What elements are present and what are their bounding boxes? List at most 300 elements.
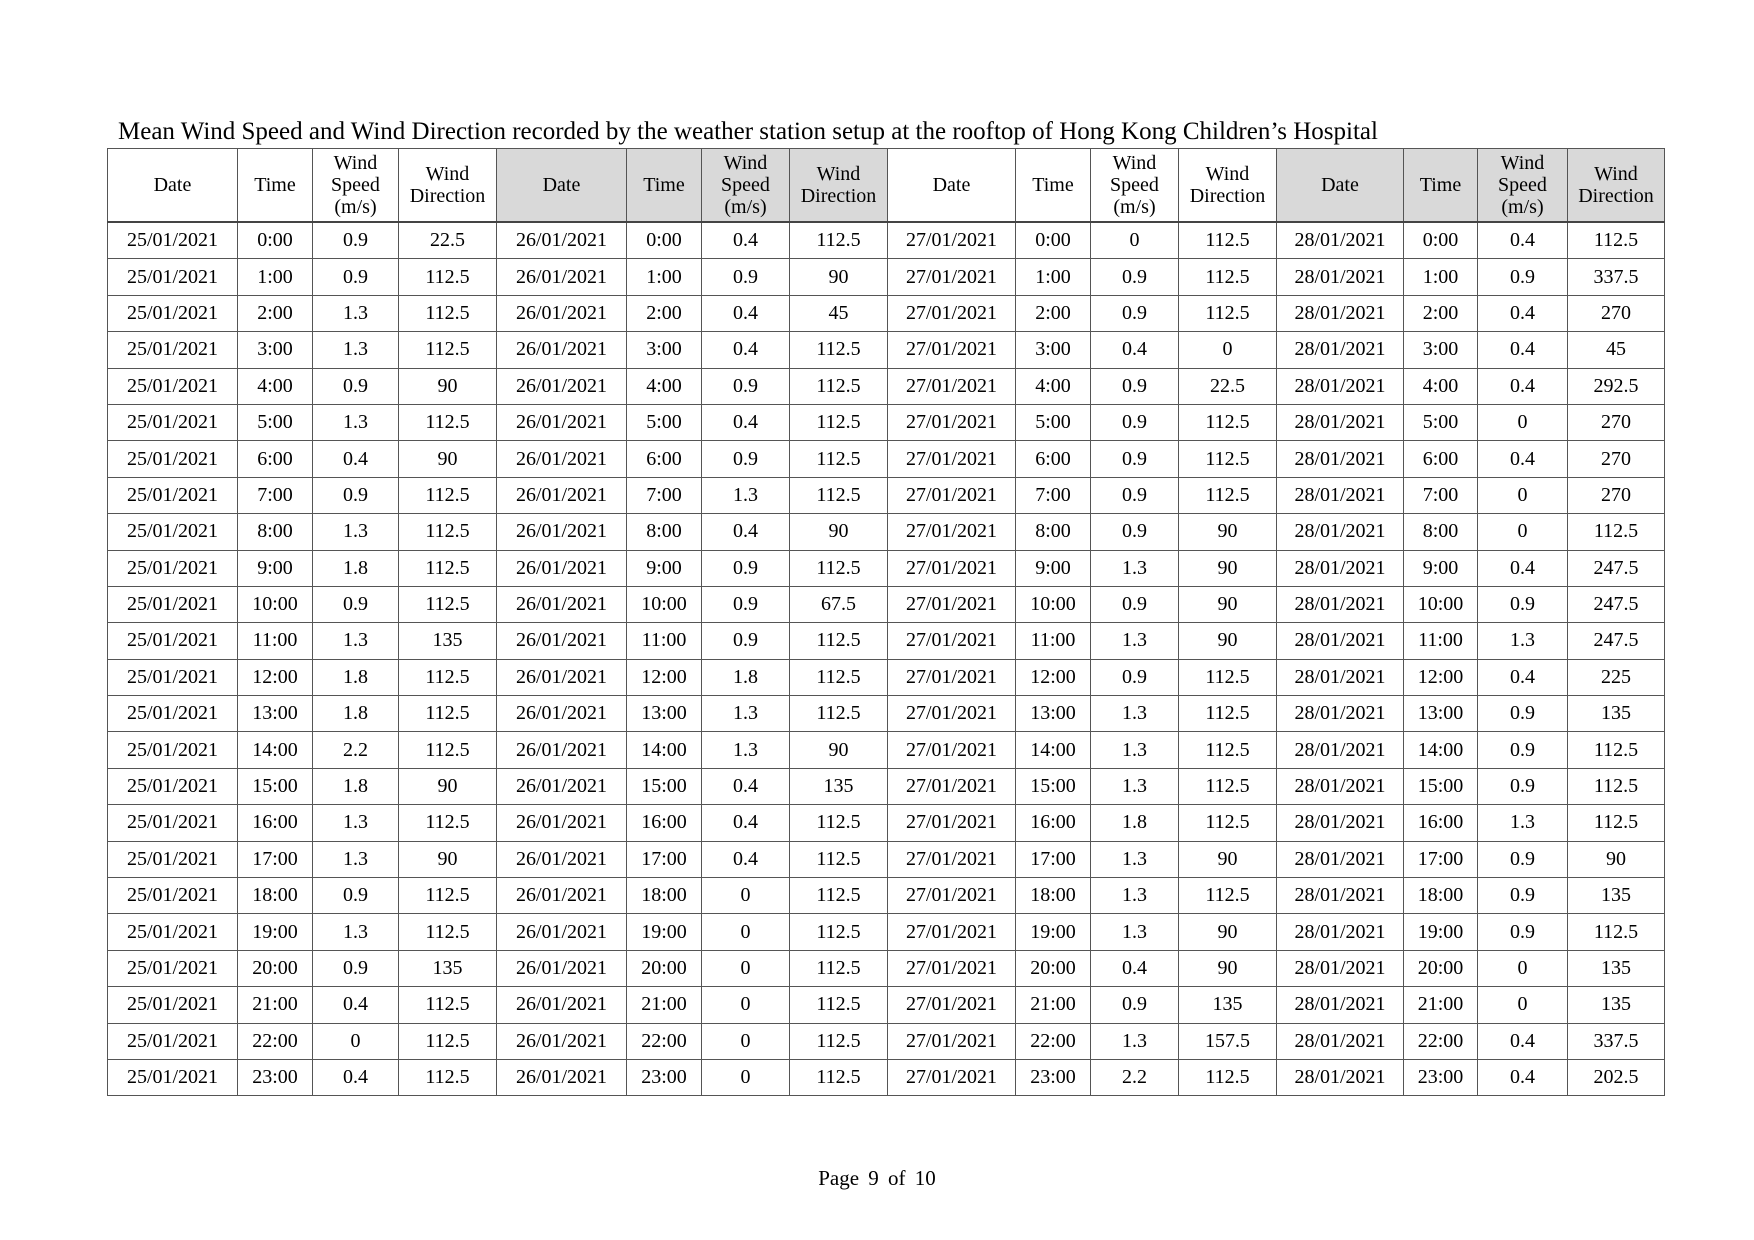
header-cell: Time — [1016, 149, 1091, 223]
table-row — [108, 1023, 1665, 1059]
table-cell: 112.5 — [790, 368, 888, 404]
table-cell: 3:00 — [1016, 332, 1091, 368]
table-row — [108, 295, 1665, 331]
table-cell: 25/01/2021 — [108, 514, 238, 550]
page-number: Page 9 of 10 — [818, 1166, 936, 1190]
table-row — [108, 404, 1665, 440]
table-cell: 225 — [1568, 659, 1665, 695]
table-cell: 11:00 — [238, 623, 313, 659]
table-cell: 0 — [1478, 477, 1568, 513]
table-cell: 0.4 — [313, 441, 399, 477]
table-cell: 0:00 — [238, 222, 313, 259]
table-row — [108, 914, 1665, 950]
table-cell: 1.8 — [313, 659, 399, 695]
table-cell: 6:00 — [238, 441, 313, 477]
table-cell: 14:00 — [1404, 732, 1478, 768]
table-cell: 10:00 — [238, 586, 313, 622]
table-cell: 0.4 — [702, 841, 790, 877]
table-cell: 0.9 — [1091, 259, 1179, 295]
table-cell: 112.5 — [1568, 514, 1665, 550]
table-cell: 0:00 — [1404, 222, 1478, 259]
table-cell: 14:00 — [1016, 732, 1091, 768]
table-cell: 25/01/2021 — [108, 1059, 238, 1095]
table-cell: 157.5 — [1179, 1023, 1277, 1059]
table-cell: 27/01/2021 — [888, 441, 1016, 477]
table-cell: 1.3 — [313, 332, 399, 368]
header-cell: Wind Direction — [790, 149, 888, 223]
table-cell: 9:00 — [627, 550, 702, 586]
table-cell: 20:00 — [238, 950, 313, 986]
table-cell: 0.9 — [313, 586, 399, 622]
table-cell: 112.5 — [1179, 222, 1277, 259]
table-cell: 20:00 — [627, 950, 702, 986]
table-cell: 22.5 — [1179, 368, 1277, 404]
table-cell: 112.5 — [790, 550, 888, 586]
table-cell: 270 — [1568, 477, 1665, 513]
table-cell: 1.3 — [1478, 805, 1568, 841]
table-cell: 17:00 — [238, 841, 313, 877]
table-row — [108, 222, 1665, 259]
table-cell: 28/01/2021 — [1277, 696, 1404, 732]
table-row — [108, 878, 1665, 914]
table-cell: 0.9 — [1478, 768, 1568, 804]
table-cell: 135 — [1568, 696, 1665, 732]
table-cell: 27/01/2021 — [888, 1059, 1016, 1095]
table-cell: 19:00 — [627, 914, 702, 950]
table-cell: 112.5 — [1179, 441, 1277, 477]
table-cell: 112.5 — [399, 404, 497, 440]
table-cell: 112.5 — [399, 805, 497, 841]
table-cell: 27/01/2021 — [888, 514, 1016, 550]
table-cell: 9:00 — [1016, 550, 1091, 586]
table-cell: 0 — [702, 950, 790, 986]
table-cell: 0 — [702, 987, 790, 1023]
table-cell: 0.9 — [702, 550, 790, 586]
table-cell: 27/01/2021 — [888, 222, 1016, 259]
table-cell: 17:00 — [627, 841, 702, 877]
header-cell: Wind Direction — [1568, 149, 1665, 223]
table-cell: 1.3 — [1091, 623, 1179, 659]
table-cell: 22:00 — [627, 1023, 702, 1059]
table-cell: 28/01/2021 — [1277, 878, 1404, 914]
table-cell: 15:00 — [1404, 768, 1478, 804]
table-cell: 0.4 — [702, 805, 790, 841]
table-cell: 247.5 — [1568, 623, 1665, 659]
table-cell: 1.3 — [1091, 914, 1179, 950]
table-cell: 27/01/2021 — [888, 404, 1016, 440]
header-cell: Wind Direction — [1179, 149, 1277, 223]
table-cell: 0.9 — [1478, 586, 1568, 622]
table-cell: 112.5 — [790, 841, 888, 877]
table-cell: 14:00 — [627, 732, 702, 768]
table-cell: 25/01/2021 — [108, 1023, 238, 1059]
table-cell: 20:00 — [1404, 950, 1478, 986]
table-cell: 23:00 — [238, 1059, 313, 1095]
table-cell: 27/01/2021 — [888, 295, 1016, 331]
table-cell: 90 — [399, 441, 497, 477]
table-cell: 3:00 — [627, 332, 702, 368]
table-cell: 112.5 — [399, 332, 497, 368]
table-cell: 1.8 — [313, 768, 399, 804]
table-cell: 22:00 — [1016, 1023, 1091, 1059]
table-cell: 112.5 — [790, 878, 888, 914]
table-cell: 0.9 — [702, 623, 790, 659]
document-title: Mean Wind Speed and Wind Direction recorded by the weather station setup at the rooftop of Hong Kong Children’s Hospital — [118, 118, 1378, 145]
table-cell: 112.5 — [399, 1059, 497, 1095]
table-cell: 26/01/2021 — [497, 514, 627, 550]
table-cell: 3:00 — [238, 332, 313, 368]
table-cell: 112.5 — [399, 514, 497, 550]
table-cell: 1.3 — [313, 404, 399, 440]
table-cell: 28/01/2021 — [1277, 1059, 1404, 1095]
table-cell: 25/01/2021 — [108, 586, 238, 622]
table-cell: 1.3 — [313, 623, 399, 659]
table-cell: 0.9 — [1478, 914, 1568, 950]
table-cell: 135 — [399, 623, 497, 659]
table-cell: 0.4 — [1478, 659, 1568, 695]
table-cell: 26/01/2021 — [497, 805, 627, 841]
table-cell: 12:00 — [627, 659, 702, 695]
table-cell: 12:00 — [1016, 659, 1091, 695]
table-cell: 5:00 — [627, 404, 702, 440]
table-cell: 1.3 — [313, 914, 399, 950]
table-cell: 17:00 — [1404, 841, 1478, 877]
table-cell: 0.9 — [702, 259, 790, 295]
table-cell: 1.3 — [1478, 623, 1568, 659]
table-cell: 28/01/2021 — [1277, 805, 1404, 841]
table-cell: 90 — [1179, 914, 1277, 950]
table-cell: 13:00 — [627, 696, 702, 732]
table-row — [108, 586, 1665, 622]
table-cell: 22:00 — [1404, 1023, 1478, 1059]
table-cell: 25/01/2021 — [108, 295, 238, 331]
table-cell: 112.5 — [790, 805, 888, 841]
table-cell: 26/01/2021 — [497, 732, 627, 768]
table-cell: 26/01/2021 — [497, 295, 627, 331]
table-cell: 26/01/2021 — [497, 1023, 627, 1059]
table-cell: 1.3 — [1091, 696, 1179, 732]
table-cell: 112.5 — [1568, 768, 1665, 804]
table-cell: 270 — [1568, 404, 1665, 440]
table-cell: 23:00 — [627, 1059, 702, 1095]
table-cell: 1.3 — [313, 514, 399, 550]
table-cell: 1.8 — [313, 550, 399, 586]
table-cell: 112.5 — [790, 1023, 888, 1059]
table-cell: 27/01/2021 — [888, 259, 1016, 295]
table-cell: 112.5 — [790, 441, 888, 477]
table-row — [108, 368, 1665, 404]
table-cell: 5:00 — [238, 404, 313, 440]
table-cell: 25/01/2021 — [108, 914, 238, 950]
table-cell: 0.4 — [313, 1059, 399, 1095]
table-row — [108, 659, 1665, 695]
header-cell: Date — [1277, 149, 1404, 223]
table-cell: 27/01/2021 — [888, 914, 1016, 950]
table-cell: 270 — [1568, 295, 1665, 331]
table-cell: 25/01/2021 — [108, 404, 238, 440]
table-cell: 0.9 — [1091, 659, 1179, 695]
table-cell: 0.9 — [702, 368, 790, 404]
table-cell: 26/01/2021 — [497, 586, 627, 622]
table-cell: 112.5 — [1179, 659, 1277, 695]
table-cell: 28/01/2021 — [1277, 332, 1404, 368]
table-cell: 112.5 — [1179, 768, 1277, 804]
table-cell: 25/01/2021 — [108, 805, 238, 841]
table-cell: 247.5 — [1568, 550, 1665, 586]
table-cell: 9:00 — [238, 550, 313, 586]
table-cell: 0.4 — [1478, 441, 1568, 477]
table-cell: 6:00 — [1404, 441, 1478, 477]
table-cell: 28/01/2021 — [1277, 623, 1404, 659]
table-cell: 0 — [702, 1023, 790, 1059]
table-cell: 0.9 — [1091, 295, 1179, 331]
table-cell: 270 — [1568, 441, 1665, 477]
table-cell: 112.5 — [1179, 295, 1277, 331]
table-cell: 28/01/2021 — [1277, 259, 1404, 295]
table-cell: 1:00 — [1404, 259, 1478, 295]
table-cell: 26/01/2021 — [497, 659, 627, 695]
table-cell: 2.2 — [1091, 1059, 1179, 1095]
table-cell: 45 — [790, 295, 888, 331]
table-cell: 25/01/2021 — [108, 368, 238, 404]
table-cell: 1:00 — [1016, 259, 1091, 295]
table-cell: 14:00 — [238, 732, 313, 768]
table-cell: 1:00 — [238, 259, 313, 295]
table-cell: 0.9 — [702, 441, 790, 477]
table-cell: 90 — [399, 841, 497, 877]
table-cell: 112.5 — [1568, 222, 1665, 259]
table-cell: 26/01/2021 — [497, 878, 627, 914]
table-cell: 12:00 — [1404, 659, 1478, 695]
table-cell: 21:00 — [627, 987, 702, 1023]
table-cell: 16:00 — [1404, 805, 1478, 841]
table-cell: 27/01/2021 — [888, 987, 1016, 1023]
table-cell: 0.9 — [1091, 368, 1179, 404]
table-cell: 5:00 — [1404, 404, 1478, 440]
table-cell: 1.3 — [313, 841, 399, 877]
table-cell: 90 — [1179, 550, 1277, 586]
table-cell: 21:00 — [1016, 987, 1091, 1023]
table-cell: 112.5 — [399, 914, 497, 950]
table-cell: 18:00 — [1404, 878, 1478, 914]
header-cell: Wind Direction — [399, 149, 497, 223]
table-cell: 26/01/2021 — [497, 259, 627, 295]
table-row — [108, 696, 1665, 732]
table-cell: 15:00 — [627, 768, 702, 804]
table-cell: 1.3 — [1091, 1023, 1179, 1059]
table-cell: 0.9 — [313, 477, 399, 513]
table-cell: 27/01/2021 — [888, 696, 1016, 732]
table-cell: 0.4 — [702, 222, 790, 259]
table-cell: 112.5 — [1179, 404, 1277, 440]
table-cell: 2:00 — [238, 295, 313, 331]
table-row — [108, 1059, 1665, 1095]
table-cell: 0 — [702, 914, 790, 950]
table-cell: 1.8 — [1091, 805, 1179, 841]
table-cell: 13:00 — [1016, 696, 1091, 732]
table-cell: 27/01/2021 — [888, 732, 1016, 768]
table-cell: 27/01/2021 — [888, 623, 1016, 659]
table-cell: 0.4 — [702, 768, 790, 804]
table-cell: 0 — [1478, 987, 1568, 1023]
table-cell: 112.5 — [399, 878, 497, 914]
table-row — [108, 332, 1665, 368]
table-cell: 0.4 — [1478, 368, 1568, 404]
table-cell: 25/01/2021 — [108, 550, 238, 586]
table-cell: 27/01/2021 — [888, 878, 1016, 914]
table-cell: 28/01/2021 — [1277, 586, 1404, 622]
table-cell: 0.4 — [1091, 332, 1179, 368]
table-cell: 25/01/2021 — [108, 696, 238, 732]
table-cell: 337.5 — [1568, 259, 1665, 295]
table-cell: 0.9 — [313, 368, 399, 404]
table-cell: 112.5 — [399, 1023, 497, 1059]
table-cell: 0.4 — [1478, 295, 1568, 331]
table-cell: 2.2 — [313, 732, 399, 768]
table-cell: 18:00 — [238, 878, 313, 914]
table-cell: 90 — [1179, 514, 1277, 550]
table-cell: 26/01/2021 — [497, 914, 627, 950]
table-cell: 27/01/2021 — [888, 841, 1016, 877]
table-cell: 0.4 — [1478, 332, 1568, 368]
table-cell: 90 — [1179, 586, 1277, 622]
table-cell: 0.9 — [1091, 404, 1179, 440]
table-cell: 28/01/2021 — [1277, 514, 1404, 550]
table-cell: 2:00 — [627, 295, 702, 331]
table-cell: 90 — [790, 259, 888, 295]
table-cell: 28/01/2021 — [1277, 768, 1404, 804]
table-cell: 112.5 — [790, 914, 888, 950]
table-row — [108, 768, 1665, 804]
table-cell: 25/01/2021 — [108, 878, 238, 914]
table-row — [108, 550, 1665, 586]
table-body — [108, 222, 1665, 1096]
table-cell: 6:00 — [1016, 441, 1091, 477]
table-cell: 2:00 — [1016, 295, 1091, 331]
table-cell: 112.5 — [1568, 732, 1665, 768]
table-cell: 26/01/2021 — [497, 550, 627, 586]
table-cell: 26/01/2021 — [497, 332, 627, 368]
table-cell: 0.4 — [313, 987, 399, 1023]
table-cell: 27/01/2021 — [888, 332, 1016, 368]
table-cell: 20:00 — [1016, 950, 1091, 986]
table-cell: 112.5 — [1179, 259, 1277, 295]
table-cell: 0.9 — [1091, 477, 1179, 513]
header-cell: Time — [627, 149, 702, 223]
table-cell: 112.5 — [1179, 696, 1277, 732]
header-cell: Wind Speed (m/s) — [313, 149, 399, 223]
table-cell: 10:00 — [627, 586, 702, 622]
header-cell: Wind Speed (m/s) — [1478, 149, 1568, 223]
table-cell: 1:00 — [627, 259, 702, 295]
table-cell: 90 — [790, 514, 888, 550]
table-cell: 112.5 — [790, 404, 888, 440]
table-cell: 112.5 — [1179, 878, 1277, 914]
table-cell: 112.5 — [399, 550, 497, 586]
table-row — [108, 477, 1665, 513]
table-cell: 16:00 — [627, 805, 702, 841]
table-cell: 1.3 — [702, 696, 790, 732]
table-cell: 26/01/2021 — [497, 696, 627, 732]
table-cell: 5:00 — [1016, 404, 1091, 440]
table-cell: 28/01/2021 — [1277, 1023, 1404, 1059]
table-cell: 0.9 — [1091, 441, 1179, 477]
table-cell: 22.5 — [399, 222, 497, 259]
table-cell: 202.5 — [1568, 1059, 1665, 1095]
table-cell: 28/01/2021 — [1277, 732, 1404, 768]
table-cell: 9:00 — [1404, 550, 1478, 586]
table-cell: 11:00 — [1404, 623, 1478, 659]
table-cell: 0.4 — [1478, 1023, 1568, 1059]
table-cell: 90 — [1179, 841, 1277, 877]
table-cell: 27/01/2021 — [888, 550, 1016, 586]
table-cell: 0.9 — [1091, 514, 1179, 550]
table-cell: 18:00 — [627, 878, 702, 914]
table-cell: 17:00 — [1016, 841, 1091, 877]
table-cell: 19:00 — [238, 914, 313, 950]
table-cell: 112.5 — [1179, 805, 1277, 841]
header-cell: Date — [108, 149, 238, 223]
table-cell: 28/01/2021 — [1277, 987, 1404, 1023]
table-cell: 292.5 — [1568, 368, 1665, 404]
header-cell: Wind Speed (m/s) — [702, 149, 790, 223]
table-cell: 0 — [1179, 332, 1277, 368]
table-cell: 28/01/2021 — [1277, 914, 1404, 950]
table-cell: 0.9 — [1478, 696, 1568, 732]
table-cell: 28/01/2021 — [1277, 550, 1404, 586]
table-cell: 112.5 — [1179, 1059, 1277, 1095]
table-cell: 26/01/2021 — [497, 841, 627, 877]
table-cell: 25/01/2021 — [108, 477, 238, 513]
table-cell: 7:00 — [1016, 477, 1091, 513]
table-cell: 112.5 — [790, 477, 888, 513]
table-cell: 112.5 — [1568, 914, 1665, 950]
table-cell: 1.3 — [702, 732, 790, 768]
table-cell: 4:00 — [238, 368, 313, 404]
table-cell: 0 — [1478, 514, 1568, 550]
table-cell: 25/01/2021 — [108, 441, 238, 477]
header-cell: Date — [497, 149, 627, 223]
table-cell: 112.5 — [399, 586, 497, 622]
table-cell: 0 — [702, 1059, 790, 1095]
table-cell: 25/01/2021 — [108, 841, 238, 877]
table-cell: 112.5 — [399, 987, 497, 1023]
table-cell: 28/01/2021 — [1277, 368, 1404, 404]
table-cell: 27/01/2021 — [888, 1023, 1016, 1059]
table-cell: 1.3 — [1091, 732, 1179, 768]
table-cell: 7:00 — [1404, 477, 1478, 513]
table-header-row — [108, 149, 1665, 223]
table-cell: 135 — [1179, 987, 1277, 1023]
table-cell: 21:00 — [1404, 987, 1478, 1023]
table-cell: 4:00 — [1404, 368, 1478, 404]
table-cell: 15:00 — [238, 768, 313, 804]
table-cell: 28/01/2021 — [1277, 477, 1404, 513]
table-cell: 135 — [1568, 878, 1665, 914]
table-cell: 112.5 — [790, 950, 888, 986]
table-cell: 15:00 — [1016, 768, 1091, 804]
table-cell: 112.5 — [790, 696, 888, 732]
table-cell: 10:00 — [1016, 586, 1091, 622]
table-cell: 4:00 — [1016, 368, 1091, 404]
table-cell: 26/01/2021 — [497, 950, 627, 986]
table-cell: 0.9 — [313, 222, 399, 259]
table-cell: 112.5 — [1568, 805, 1665, 841]
table-cell: 16:00 — [1016, 805, 1091, 841]
header-cell: Time — [238, 149, 313, 223]
table-cell: 112.5 — [399, 259, 497, 295]
table-cell: 8:00 — [238, 514, 313, 550]
